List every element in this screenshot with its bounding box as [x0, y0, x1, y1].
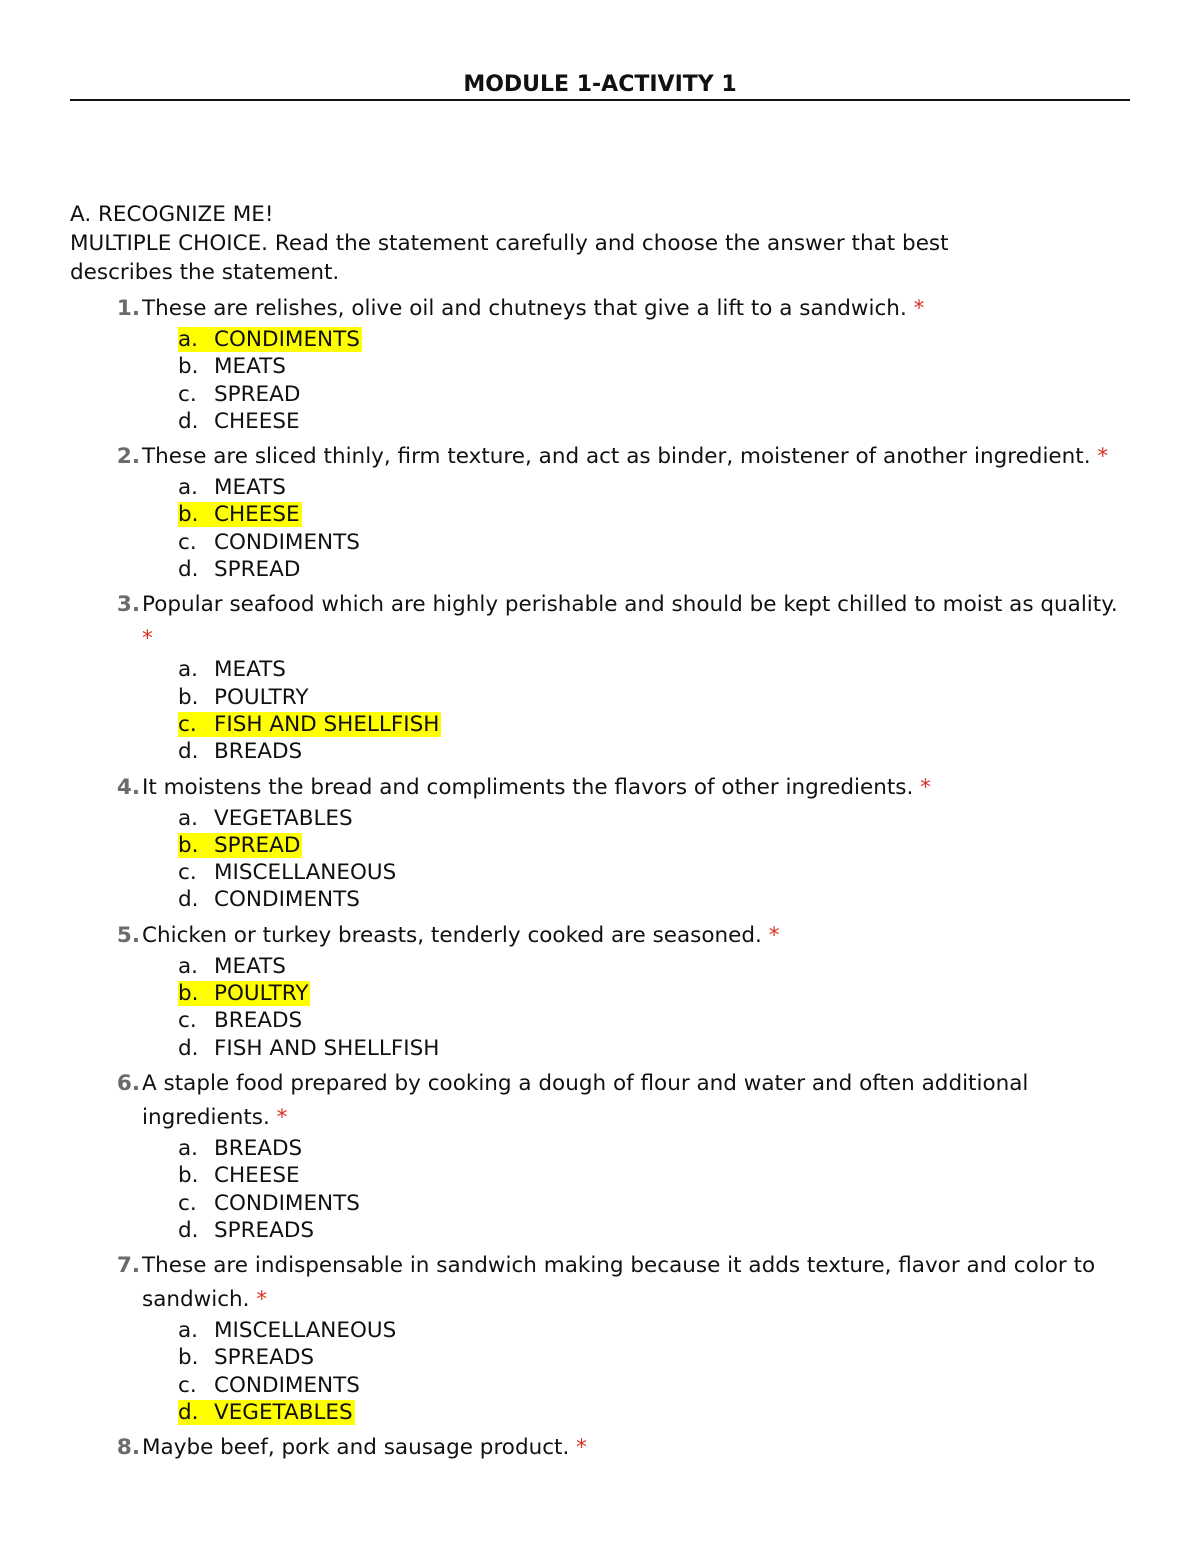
question-number: 3.	[116, 592, 140, 618]
question-statement	[142, 771, 1130, 805]
option-content	[178, 1345, 314, 1370]
option-content	[178, 1163, 300, 1188]
option-letter: a.	[178, 1135, 199, 1161]
document-body	[70, 200, 1130, 1465]
question-statement	[142, 1431, 1130, 1465]
option-list	[178, 474, 1130, 583]
option-list	[178, 953, 1130, 1062]
option-letter: b.	[178, 1345, 199, 1371]
required-asterisk: *	[256, 1287, 268, 1313]
question-text: Popular seafood which are highly perishable and should be kept chilled to moist as quality.	[142, 592, 1118, 618]
question-statement	[142, 588, 1130, 656]
answer-option	[178, 1162, 1130, 1189]
question-item	[70, 292, 1130, 435]
option-label: MEATS	[214, 657, 286, 683]
question-statement	[142, 440, 1130, 474]
option-content	[178, 954, 286, 979]
question-text: These are sliced thinly, firm texture, and act as binder, moistener of another ingredient.	[142, 444, 1091, 470]
option-content	[178, 475, 286, 500]
document-title: MODULE 1-ACTIVITY 1	[463, 72, 737, 97]
option-label: BREADS	[214, 1008, 303, 1034]
required-asterisk: *	[768, 922, 780, 948]
option-content	[178, 354, 286, 379]
option-letter: b.	[178, 684, 199, 710]
question-list	[70, 292, 1130, 1465]
option-label: MISCELLANEOUS	[214, 1318, 397, 1344]
answer-option	[178, 859, 1130, 886]
option-label: FISH AND SHELLFISH	[214, 1035, 440, 1061]
question-item	[70, 771, 1130, 914]
answer-option-selected	[178, 326, 1130, 353]
question-statement	[142, 292, 1130, 326]
answer-option	[178, 656, 1130, 683]
answer-option	[178, 474, 1130, 501]
question-text: It moistens the bread and compliments the flavors of other ingredients.	[142, 774, 914, 800]
option-letter: d.	[178, 1217, 199, 1243]
answer-option-selected	[178, 980, 1130, 1007]
option-label: CONDIMENTS	[214, 327, 360, 352]
question-item	[70, 588, 1130, 765]
answer-option	[178, 738, 1130, 765]
option-label: CHEESE	[214, 408, 300, 434]
option-content	[178, 739, 302, 764]
option-letter: c.	[178, 1372, 197, 1398]
option-content	[178, 530, 360, 555]
highlighted-answer	[178, 712, 441, 737]
question-number: 8.	[116, 1435, 140, 1461]
question-number: 4.	[116, 774, 140, 800]
option-content	[178, 1373, 360, 1398]
option-list	[178, 326, 1130, 435]
answer-option	[178, 408, 1130, 435]
option-content	[178, 1191, 360, 1216]
option-label: MEATS	[214, 475, 286, 501]
highlighted-answer	[178, 833, 302, 858]
answer-option	[178, 1135, 1130, 1162]
option-letter: c.	[178, 711, 197, 737]
option-letter: a.	[178, 327, 199, 352]
option-letter: a.	[178, 657, 199, 683]
option-label: SPREAD	[214, 381, 301, 407]
answer-option	[178, 1344, 1130, 1371]
required-asterisk: *	[576, 1435, 587, 1461]
option-content	[178, 409, 300, 434]
instructions-line-2: describes the statement.	[70, 260, 340, 285]
option-letter: d.	[178, 887, 199, 913]
answer-option	[178, 805, 1130, 832]
question-number: 2.	[116, 444, 140, 470]
option-content	[178, 557, 300, 582]
required-asterisk: *	[1097, 444, 1109, 470]
answer-option	[178, 886, 1130, 913]
option-label: CONDIMENTS	[214, 887, 360, 913]
question-item	[70, 1431, 1130, 1465]
required-asterisk: *	[142, 626, 153, 652]
question-number: 6.	[116, 1070, 140, 1096]
question-item	[70, 919, 1130, 1062]
answer-option	[178, 1035, 1130, 1062]
answer-option	[178, 953, 1130, 980]
question-body	[142, 1431, 1130, 1465]
question-body	[142, 919, 1130, 1062]
question-body	[142, 771, 1130, 914]
option-content	[178, 657, 286, 682]
option-label: SPREAD	[214, 557, 301, 583]
option-letter: a.	[178, 475, 199, 501]
highlighted-answer	[178, 327, 362, 352]
option-content	[178, 1136, 302, 1161]
option-list	[178, 656, 1130, 765]
option-label: BREADS	[214, 739, 303, 765]
option-letter: d.	[178, 557, 199, 583]
answer-option-selected	[178, 711, 1130, 738]
title-underline	[70, 99, 1130, 101]
option-letter: c.	[178, 381, 197, 407]
highlighted-answer	[178, 1400, 355, 1425]
question-text: A staple food prepared by cooking a dough of flour and water and often additional ingredients.	[142, 1070, 1029, 1130]
option-content	[178, 1218, 314, 1243]
option-label: SPREADS	[214, 1345, 315, 1371]
answer-option	[178, 1217, 1130, 1244]
option-label: FISH AND SHELLFISH	[214, 711, 440, 737]
question-body	[142, 1249, 1130, 1426]
option-label: SPREAD	[214, 832, 301, 858]
option-content	[178, 806, 353, 831]
section-heading: A. RECOGNIZE ME!	[70, 202, 274, 227]
answer-option	[178, 1007, 1130, 1034]
question-statement	[142, 919, 1130, 953]
option-label: VEGETABLES	[214, 805, 353, 831]
answer-option	[178, 684, 1130, 711]
answer-option	[178, 529, 1130, 556]
option-letter: c.	[178, 1008, 197, 1034]
option-content	[178, 1036, 439, 1061]
answer-option-selected	[178, 501, 1130, 528]
option-content	[178, 1318, 396, 1343]
required-asterisk: *	[920, 774, 931, 800]
answer-option-selected	[178, 1399, 1130, 1426]
question-number: 7.	[116, 1253, 140, 1279]
option-letter: b.	[178, 502, 199, 528]
option-letter: b.	[178, 832, 199, 858]
option-content	[178, 382, 300, 407]
option-content	[178, 860, 396, 885]
option-list	[178, 805, 1130, 914]
option-label: MEATS	[214, 354, 286, 380]
option-content	[178, 1008, 302, 1033]
option-label: CHEESE	[214, 502, 300, 528]
question-item	[70, 1067, 1130, 1244]
option-list	[178, 1317, 1130, 1426]
question-number: 1.	[116, 296, 140, 321]
option-letter: a.	[178, 805, 199, 831]
answer-option	[178, 556, 1130, 583]
question-body	[142, 1067, 1130, 1244]
question-text: Maybe beef, pork and sausage product.	[142, 1435, 570, 1461]
required-asterisk: *	[276, 1104, 288, 1130]
option-content	[178, 887, 360, 912]
option-letter: a.	[178, 953, 199, 979]
option-letter: b.	[178, 1163, 199, 1189]
option-label: POULTRY	[214, 684, 309, 710]
option-label: CONDIMENTS	[214, 1190, 360, 1216]
question-statement	[142, 1067, 1130, 1135]
question-number: 5.	[116, 922, 140, 948]
option-label: MEATS	[214, 953, 286, 979]
question-body	[142, 588, 1130, 765]
option-letter: c.	[178, 1190, 197, 1216]
question-item	[70, 440, 1130, 583]
answer-option	[178, 1372, 1130, 1399]
option-letter: a.	[178, 1318, 199, 1344]
option-letter: d.	[178, 408, 199, 434]
option-label: CONDIMENTS	[214, 529, 360, 555]
question-statement	[142, 1249, 1130, 1317]
question-text: These are relishes, olive oil and chutneys that give a lift to a sandwich.	[142, 296, 907, 321]
answer-option-selected	[178, 832, 1130, 859]
option-list	[178, 1135, 1130, 1244]
option-label: VEGETABLES	[214, 1400, 353, 1426]
option-letter: c.	[178, 860, 197, 886]
question-body	[142, 292, 1130, 435]
question-text: Chicken or turkey breasts, tenderly cooked are seasoned.	[142, 922, 762, 948]
option-label: MISCELLANEOUS	[214, 860, 397, 886]
question-text: These are indispensable in sandwich making because it adds texture, flavor and color to sandwich.	[142, 1253, 1096, 1313]
option-letter: d.	[178, 739, 199, 765]
option-letter: d.	[178, 1400, 199, 1426]
answer-option	[178, 1190, 1130, 1217]
question-body	[142, 440, 1130, 583]
option-label: SPREADS	[214, 1217, 315, 1243]
option-label: BREADS	[214, 1135, 303, 1161]
option-label: CONDIMENTS	[214, 1372, 360, 1398]
option-letter: d.	[178, 1035, 199, 1061]
highlighted-answer	[178, 502, 302, 527]
instructions-line-1: MULTIPLE CHOICE. Read the statement carefully and choose the answer that best	[70, 231, 949, 256]
option-label: CHEESE	[214, 1163, 300, 1189]
option-letter: b.	[178, 981, 199, 1007]
answer-option	[178, 353, 1130, 380]
option-content	[178, 685, 308, 710]
question-item	[70, 1249, 1130, 1426]
answer-option	[178, 1317, 1130, 1344]
answer-option	[178, 381, 1130, 408]
required-asterisk: *	[913, 296, 925, 321]
highlighted-answer	[178, 981, 310, 1006]
option-letter: c.	[178, 529, 197, 555]
option-label: POULTRY	[214, 981, 309, 1007]
option-letter: b.	[178, 354, 199, 380]
